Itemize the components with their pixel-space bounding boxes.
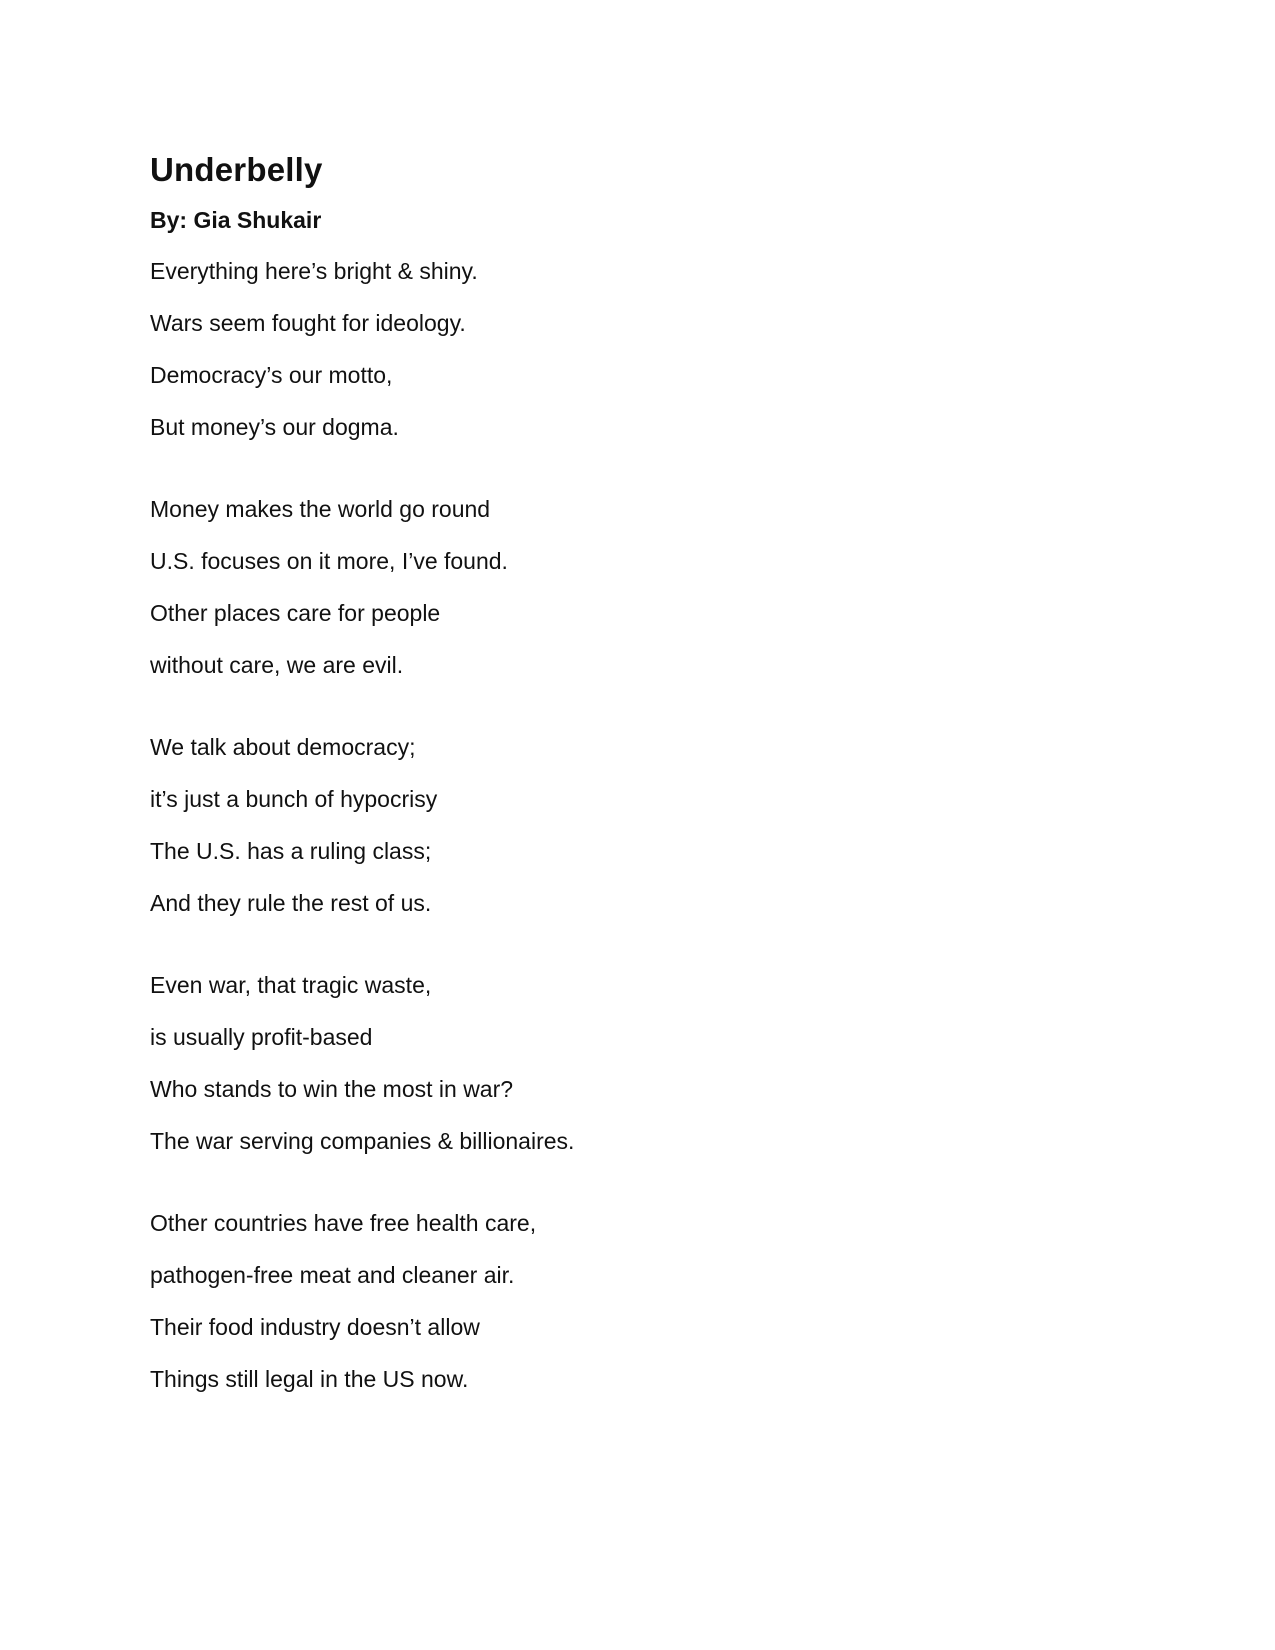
poem-author: By: Gia Shukair: [150, 207, 322, 233]
poem-line: Wars seem fought for ideology.: [150, 310, 466, 336]
poem-line: it’s just a bunch of hypocrisy: [150, 786, 438, 812]
poem-line: Money makes the world go round: [150, 496, 491, 522]
poem-line: without care, we are evil.: [150, 652, 404, 678]
poem-line: U.S. focuses on it more, I’ve found.: [150, 548, 508, 574]
stanza-3: [150, 732, 1150, 918]
poem-line: pathogen-free meat and cleaner air.: [150, 1262, 515, 1288]
poem-line: The war serving companies & billionaires.: [150, 1128, 575, 1154]
poem-line: Who stands to win the most in war?: [150, 1076, 514, 1102]
poem-line: The U.S. has a ruling class;: [150, 838, 432, 864]
poem-line: Even war, that tragic waste,: [150, 972, 432, 998]
stanza-1: [150, 256, 1150, 442]
stanza-4: [150, 970, 1150, 1156]
poem-line: We talk about democracy;: [150, 734, 416, 760]
poem-line: Other countries have free health care,: [150, 1210, 537, 1236]
poem-line: Other places care for people: [150, 600, 441, 626]
poem-line: Everything here’s bright & shiny.: [150, 258, 478, 284]
poem-line: And they rule the rest of us.: [150, 890, 432, 916]
poem-line: Democracy’s our motto,: [150, 362, 393, 388]
poem-line: But money’s our dogma.: [150, 414, 399, 440]
poem-title: Underbelly: [150, 151, 323, 188]
poem-line: Their food industry doesn’t allow: [150, 1314, 480, 1340]
document-page: [150, 148, 1150, 1446]
poem-line: Things still legal in the US now.: [150, 1366, 469, 1392]
stanza-2: [150, 494, 1150, 680]
stanza-5: [150, 1208, 1150, 1394]
poem-line: is usually profit-based: [150, 1024, 373, 1050]
